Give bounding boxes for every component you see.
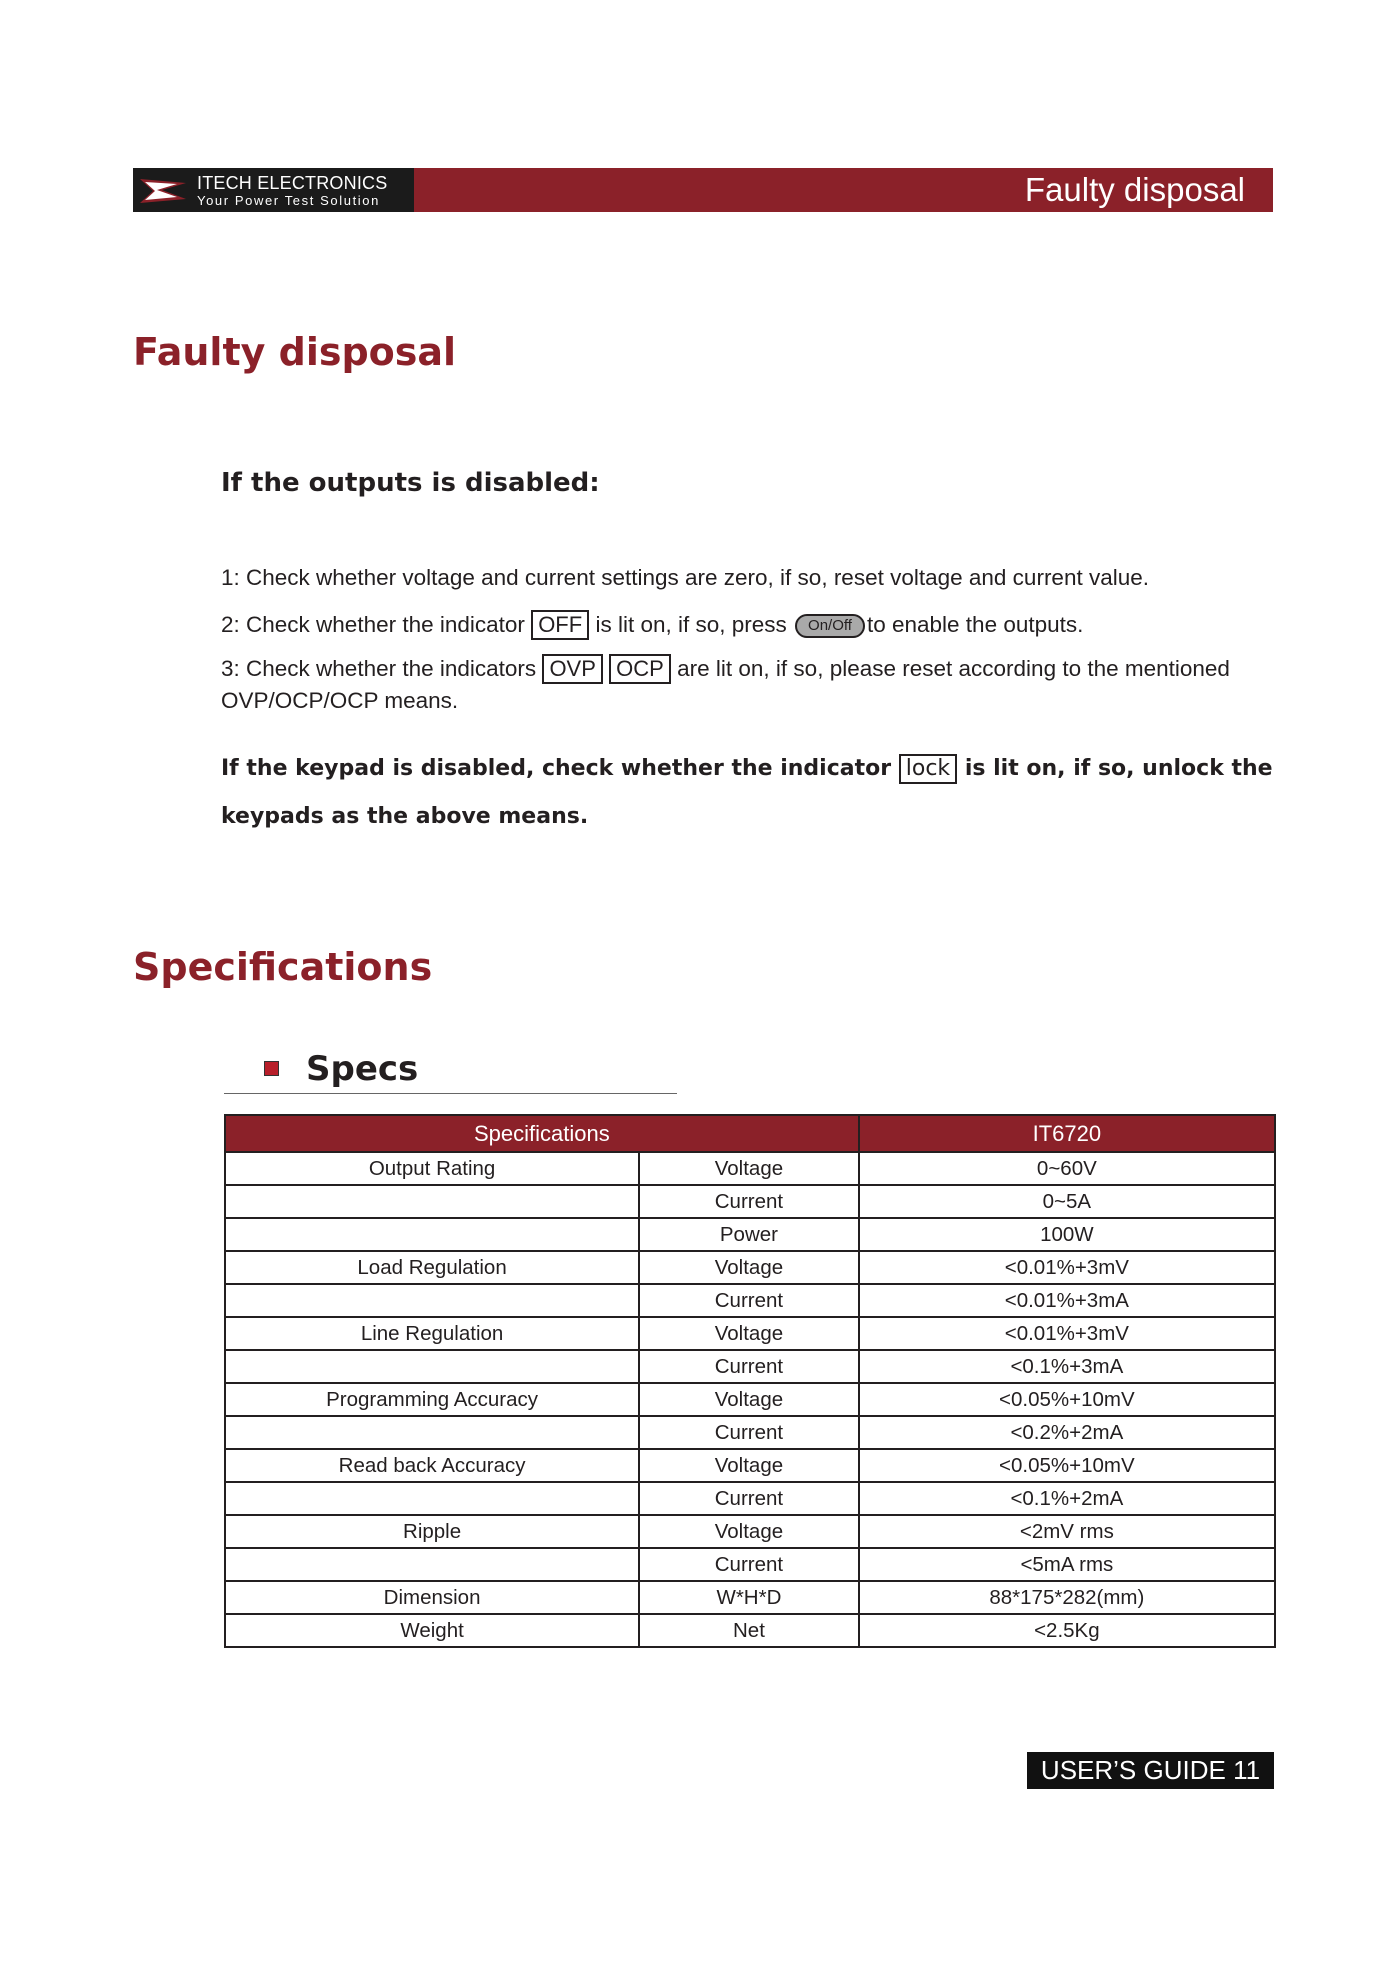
table-row: [225, 1218, 1275, 1251]
spec-value-cell: <2.5Kg: [859, 1614, 1275, 1647]
table-row: [225, 1152, 1275, 1185]
table-row: [225, 1614, 1275, 1647]
table-row: [225, 1350, 1275, 1383]
spec-value-cell: <5mA rms: [859, 1548, 1275, 1581]
spec-type-cell: Voltage: [639, 1383, 859, 1416]
table-row: [225, 1185, 1275, 1218]
itech-logo-icon: [137, 173, 189, 207]
step-3-text-b: are lit on, if so, please reset according to the mentioned: [677, 656, 1230, 681]
ovp-indicator: OVP: [542, 654, 602, 684]
step-2-text-a: 2: Check whether the indicator: [221, 612, 525, 637]
brand-tagline: Your Power Test Solution: [197, 193, 380, 208]
spec-type-cell: Current: [639, 1548, 859, 1581]
spec-type-cell: Voltage: [639, 1449, 859, 1482]
step-3: [221, 654, 1230, 684]
table-row: [225, 1416, 1275, 1449]
spec-value-cell: <0.2%+2mA: [859, 1416, 1275, 1449]
spec-value-cell: 0~5A: [859, 1185, 1275, 1218]
brand-name: ITECH ELECTRONICS: [197, 173, 388, 193]
lock-indicator: lock: [899, 754, 957, 784]
spec-parameter-cell: Programming Accuracy: [225, 1383, 639, 1416]
spec-type-cell: Current: [639, 1416, 859, 1449]
spec-parameter-cell: Output Rating: [225, 1152, 639, 1185]
step-2-text-b: is lit on, if so, press: [595, 612, 787, 637]
table-row: [225, 1317, 1275, 1350]
section-title-specifications: Specifications: [133, 945, 433, 989]
spec-type-cell: Voltage: [639, 1152, 859, 1185]
spec-value-cell: 88*175*282(mm): [859, 1581, 1275, 1614]
step-2-text-c: to enable the outputs.: [866, 612, 1084, 637]
spec-parameter-cell: [225, 1185, 639, 1218]
ocp-indicator: OCP: [609, 654, 671, 684]
specs-subheading: [224, 1043, 677, 1094]
spec-type-cell: Voltage: [639, 1317, 859, 1350]
spec-parameter-cell: [225, 1548, 639, 1581]
spec-value-cell: <0.05%+10mV: [859, 1383, 1275, 1416]
spec-type-cell: Current: [639, 1284, 859, 1317]
step-2: [221, 610, 1083, 640]
square-bullet-icon: [264, 1061, 279, 1076]
specs-title: Specs: [306, 1049, 419, 1089]
step-1: 1: Check whether voltage and current settings are zero, if so, reset voltage and current value.: [221, 565, 1150, 590]
spec-parameter-cell: [225, 1482, 639, 1515]
keypad-note-continued: keypads as the above means.: [221, 804, 589, 829]
table-row: [225, 1581, 1275, 1614]
spec-parameter-cell: Weight: [225, 1614, 639, 1647]
brand-logo: [133, 168, 414, 212]
spec-type-cell: Current: [639, 1350, 859, 1383]
header-title-text: Faulty disposal: [1024, 171, 1245, 208]
spec-value-cell: <0.1%+3mA: [859, 1350, 1275, 1383]
spec-type-cell: Power: [639, 1218, 859, 1251]
table-row: [225, 1449, 1275, 1482]
keypad-text-a: If the keypad is disabled, check whether the indicator: [221, 756, 892, 781]
spec-value-cell: <0.1%+2mA: [859, 1482, 1275, 1515]
spec-type-cell: Voltage: [639, 1251, 859, 1284]
section-title-faulty: Faulty disposal: [133, 330, 457, 374]
page-footer: USER’S GUIDE 11: [1027, 1752, 1274, 1789]
spec-parameter-cell: [225, 1416, 639, 1449]
step-3-continued: OVP/OCP/OCP means.: [221, 688, 459, 713]
spec-type-cell: W*H*D: [639, 1581, 859, 1614]
spec-parameter-cell: [225, 1218, 639, 1251]
keypad-note: [221, 754, 1273, 784]
table-row: [225, 1251, 1275, 1284]
off-indicator: OFF: [531, 610, 589, 640]
table-row: [225, 1515, 1275, 1548]
spec-parameter-cell: Read back Accuracy: [225, 1449, 639, 1482]
spec-type-cell: Net: [639, 1614, 859, 1647]
spec-parameter-cell: Ripple: [225, 1515, 639, 1548]
spec-parameter-cell: Line Regulation: [225, 1317, 639, 1350]
spec-value-cell: <0.01%+3mV: [859, 1317, 1275, 1350]
model-column-header: IT6720: [859, 1115, 1275, 1152]
spec-parameter-cell: [225, 1284, 639, 1317]
spec-type-cell: Current: [639, 1482, 859, 1515]
spec-value-cell: <0.01%+3mA: [859, 1284, 1275, 1317]
spec-type-cell: Current: [639, 1185, 859, 1218]
spec-value-cell: <2mV rms: [859, 1515, 1275, 1548]
outputs-disabled-heading: If the outputs is disabled:: [221, 468, 600, 498]
table-row: [225, 1284, 1275, 1317]
table-header-row: [225, 1115, 1275, 1152]
keypad-text-b: is lit on, if so, unlock the: [964, 756, 1273, 781]
spec-value-cell: <0.01%+3mV: [859, 1251, 1275, 1284]
table-row: [225, 1548, 1275, 1581]
spec-value-cell: 0~60V: [859, 1152, 1275, 1185]
specifications-table: [224, 1114, 1276, 1648]
spec-parameter-cell: Load Regulation: [225, 1251, 639, 1284]
spec-parameter-cell: Dimension: [225, 1581, 639, 1614]
header-title: [900, 168, 1245, 212]
table-row: [225, 1383, 1275, 1416]
spec-parameter-cell: [225, 1350, 639, 1383]
on-off-button: On/Off: [795, 614, 865, 638]
table-row: [225, 1482, 1275, 1515]
spec-type-cell: Voltage: [639, 1515, 859, 1548]
spec-value-cell: <0.05%+10mV: [859, 1449, 1275, 1482]
step-3-text-a: 3: Check whether the indicators: [221, 656, 537, 681]
specifications-column-header: Specifications: [225, 1115, 859, 1152]
spec-value-cell: 100W: [859, 1218, 1275, 1251]
